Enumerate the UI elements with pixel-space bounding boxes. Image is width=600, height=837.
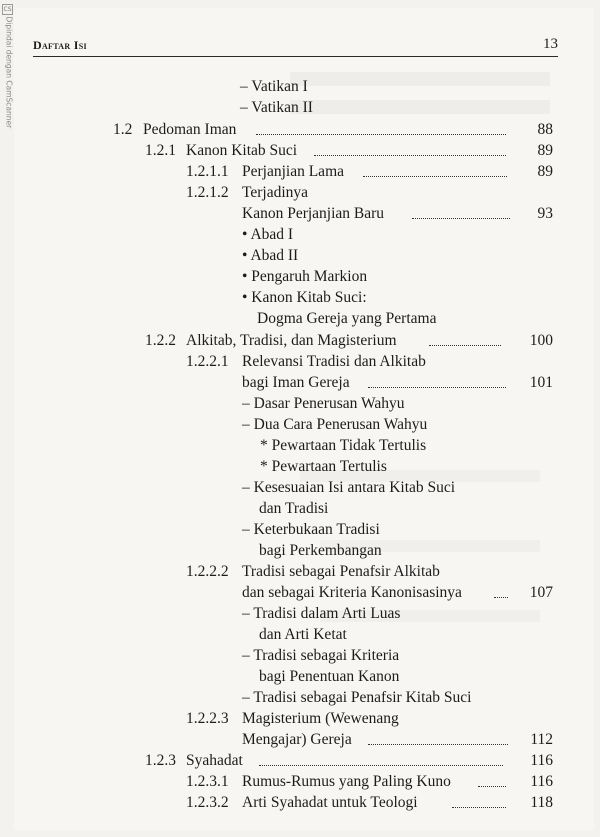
dot-leader xyxy=(429,345,501,346)
toc-entry-text: Pedoman Iman xyxy=(143,121,237,138)
toc-line[interactable] xyxy=(242,372,553,393)
dot-leader xyxy=(259,765,503,766)
dot-leader xyxy=(314,155,506,156)
toc-line[interactable] xyxy=(145,750,553,771)
toc-entry-page: 89 xyxy=(537,142,553,159)
header-divider xyxy=(33,56,558,57)
toc-entry-number: 1.2.3.1 xyxy=(186,773,229,790)
toc-line[interactable] xyxy=(186,161,553,182)
dot-leader xyxy=(363,176,507,177)
dot-leader xyxy=(452,807,506,808)
dot-leader xyxy=(412,218,510,219)
toc-entry-text: Dogma Gereja yang Pertama xyxy=(257,310,437,327)
page-number: 13 xyxy=(543,36,558,52)
toc-entry-page: 89 xyxy=(537,163,553,180)
scanner-watermark-text: Dipindai dengan CamScanner xyxy=(4,16,14,129)
toc-entry-text: bagi Penentuan Kanon xyxy=(259,668,400,685)
toc-entry-text: dan Arti Ketat xyxy=(259,626,347,643)
toc-entry-page: 101 xyxy=(529,374,553,391)
toc-entry-text: – Keterbukaan Tradisi xyxy=(242,521,380,538)
toc-entry-number: 1.2 xyxy=(113,121,133,138)
toc-entry-text: • Kanon Kitab Suci: xyxy=(242,289,367,306)
dot-leader xyxy=(478,786,506,787)
camscanner-logo-icon: CS xyxy=(3,6,12,13)
toc-entry-text: – Dua Cara Penerusan Wahyu xyxy=(242,416,428,433)
toc-entry-text: Tradisi sebagai Penafsir Alkitab xyxy=(242,563,440,580)
toc-entry-text: • Abad II xyxy=(242,247,299,264)
toc-entry-page: 118 xyxy=(530,794,553,811)
toc-entry-text: * Pewartaan Tidak Tertulis xyxy=(260,437,427,454)
toc-line[interactable] xyxy=(242,729,553,750)
toc-entry-text: Kanon Kitab Suci xyxy=(186,142,298,159)
toc-line[interactable] xyxy=(186,792,553,813)
toc-entry-text: * Pewartaan Tertulis xyxy=(260,458,387,475)
toc-entry-text: Magisterium (Wewenang xyxy=(242,710,399,727)
dot-leader xyxy=(256,134,506,135)
toc-entry-text: – Kesesuaian Isi antara Kitab Suci xyxy=(242,479,456,496)
toc-entry-page: 88 xyxy=(537,121,553,138)
scanner-watermark xyxy=(0,2,14,152)
toc-entry-page: 107 xyxy=(529,584,553,601)
toc-entry-text: • Pengaruh Markion xyxy=(242,268,368,285)
toc-entry-text: Perjanjian Lama xyxy=(242,163,344,180)
toc-entry-text: – Vatikan I xyxy=(240,78,308,95)
toc-line[interactable] xyxy=(242,203,553,224)
toc-entry-page: 93 xyxy=(537,205,553,222)
toc-entry-text: Kanon Perjanjian Baru xyxy=(242,205,385,222)
toc-entry-text: Rumus-Rumus yang Paling Kuno xyxy=(242,773,451,790)
toc-entry-text: bagi Iman Gereja xyxy=(242,374,350,391)
toc-entry-text: Relevansi Tradisi dan Alkitab xyxy=(242,353,426,370)
toc-entry-number: 1.2.3 xyxy=(145,752,176,769)
toc-line[interactable] xyxy=(242,582,553,603)
toc-entry-text: Alkitab, Tradisi, dan Magisterium xyxy=(186,332,397,349)
dot-leader xyxy=(368,744,508,745)
toc-entry-text: • Abad I xyxy=(242,226,294,243)
toc-line[interactable] xyxy=(145,140,553,161)
toc-entry-page: 112 xyxy=(530,731,553,748)
toc-entry-number: 1.2.3.2 xyxy=(186,794,229,811)
toc-entry-text: Mengajar) Gereja xyxy=(242,731,352,748)
running-header xyxy=(33,38,558,56)
toc-entry-number: 1.2.1.1 xyxy=(186,163,229,180)
toc-entry-text: – Tradisi dalam Arti Luas xyxy=(242,605,401,622)
toc-entry-page: 100 xyxy=(529,332,553,349)
toc-entry-text: Syahadat xyxy=(186,752,243,769)
toc-entry-number: 1.2.1.2 xyxy=(186,184,229,201)
toc-entry-page: 116 xyxy=(530,773,553,790)
toc-entry-text: Terjadinya xyxy=(242,184,309,201)
toc-entry-number: 1.2.2.3 xyxy=(186,710,229,727)
toc-entry-number: 1.2.1 xyxy=(145,142,176,159)
toc-entry-text: – Tradisi sebagai Kriteria xyxy=(242,647,400,664)
toc-entry-text: Arti Syahadat untuk Teologi xyxy=(242,794,418,811)
toc-entry-number: 1.2.2.1 xyxy=(186,353,229,370)
toc-line[interactable] xyxy=(186,771,553,792)
toc-entry-text: – Dasar Penerusan Wahyu xyxy=(242,395,405,412)
toc-entry-text: – Vatikan II xyxy=(240,99,313,116)
toc-entry-page: 116 xyxy=(530,752,553,769)
running-header-title: Daftar Isi xyxy=(33,38,87,52)
toc-entry-text: dan sebagai Kriteria Kanonisasinya xyxy=(242,584,462,601)
toc-entry-text: – Tradisi sebagai Penafsir Kitab Suci xyxy=(242,689,472,706)
toc-entry-text: dan Tradisi xyxy=(259,500,329,517)
toc-entry-text: bagi Perkembangan xyxy=(259,542,382,559)
dot-leader xyxy=(368,387,506,388)
toc-line[interactable] xyxy=(145,330,553,351)
toc-line[interactable] xyxy=(113,119,553,140)
toc-entry-number: 1.2.2.2 xyxy=(186,563,229,580)
toc-entry-number: 1.2.2 xyxy=(145,332,176,349)
